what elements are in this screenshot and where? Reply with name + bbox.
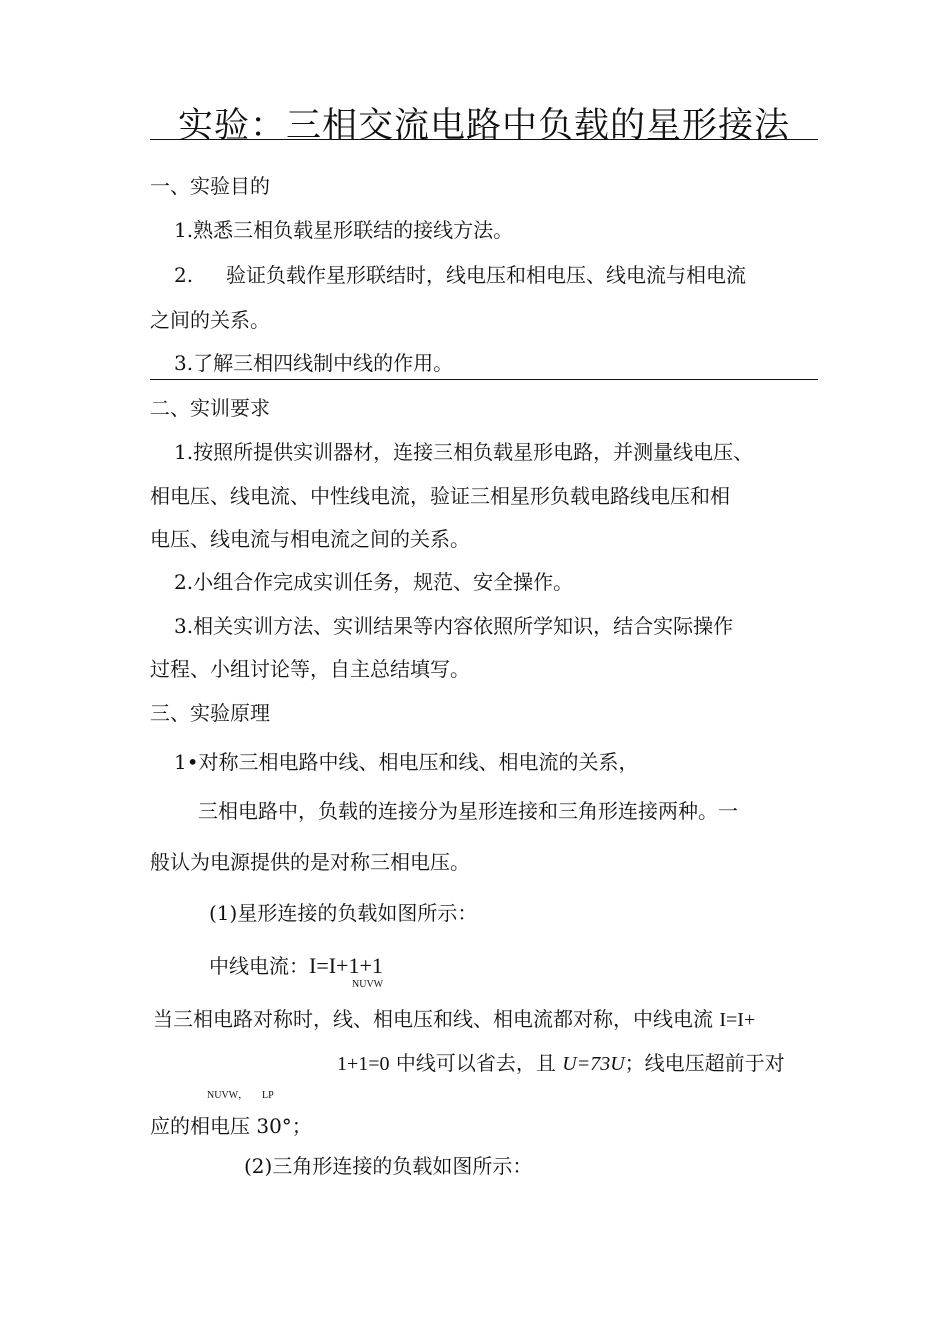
section-2-item-3-line-1: 3.相关实训方法、实训结果等内容依照所学知识，结合实际操作 bbox=[174, 614, 734, 638]
section-1-heading: 一、实验目的 bbox=[150, 174, 270, 198]
section-2-item-3-line-2: 过程、小组讨论等，自主总结填写。 bbox=[150, 657, 470, 681]
neutral-current-line bbox=[209, 955, 383, 977]
section-2-heading: 二、实训要求 bbox=[150, 396, 270, 420]
section-divider bbox=[150, 379, 818, 380]
delta-connection-label: (2)三角形连接的负载如图所示： bbox=[244, 1154, 533, 1178]
symmetric-subscripts-1: NUVW， bbox=[207, 1090, 249, 1101]
symmetric-condition-line-3: 应的相电压 30°； bbox=[150, 1114, 312, 1138]
principle-paragraph-line-2: 般认为电源提供的是对称三相电压。 bbox=[150, 850, 470, 874]
title-underline bbox=[150, 139, 818, 140]
symmetric-subscripts-2: LP bbox=[262, 1090, 274, 1101]
symmetric-condition-line-2 bbox=[337, 1053, 785, 1074]
section-1-item-3: 3.了解三相四线制中线的作用。 bbox=[174, 351, 454, 375]
section-1-item-2-continued: 之间的关系。 bbox=[150, 308, 270, 332]
section-2-item-1-line-1: 1.按照所提供实训器材，连接三相负载星形电路，并测量线电压、 bbox=[174, 440, 754, 464]
section-3-heading: 三、实验原理 bbox=[150, 701, 270, 725]
principle-paragraph-line-1: 三相电路中，负载的连接分为星形连接和三角形连接两种。一 bbox=[198, 799, 738, 823]
neutral-zero-formula: 1+1=0 bbox=[337, 1053, 390, 1075]
symmetric-condition-formula: I=I+ bbox=[719, 1009, 756, 1031]
neutral-omit-text: 中线可以省去，且 bbox=[389, 1051, 563, 1075]
section-1-item-2-text: 验证负载作星形联结时，线电压和相电压、线电流与相电流 bbox=[226, 263, 746, 287]
section-1-item-2-number: 2. bbox=[174, 263, 194, 287]
section-2-item-1-line-3: 电压、线电流与相电流之间的关系。 bbox=[150, 527, 470, 551]
voltage-relation-formula: U=73U bbox=[562, 1053, 625, 1075]
section-2-item-1-line-2: 相电压、线电流、中性线电流，验证三相星形负载电路线电压和相 bbox=[150, 484, 730, 508]
neutral-current-formula: I=I+1+1 bbox=[309, 953, 383, 978]
neutral-current-label: 中线电流： bbox=[209, 954, 309, 978]
symmetric-condition-line-1 bbox=[153, 1009, 755, 1030]
symmetric-condition-text: 当三相电路对称时，线、相电压和线、相电流都对称，中线电流 bbox=[153, 1007, 720, 1031]
section-3-item-1: 1•对称三相电路中线、相电压和线、相电流的关系， bbox=[174, 750, 639, 774]
neutral-formula-subscripts: NUVW bbox=[352, 979, 384, 990]
star-connection-label: (1)星形连接的负载如图所示： bbox=[209, 901, 478, 925]
section-2-item-2: 2.小组合作完成实训任务，规范、安全操作。 bbox=[174, 570, 574, 594]
section-1-item-1: 1.熟悉三相负载星形联结的接线方法。 bbox=[174, 218, 514, 242]
voltage-lead-text: ；线电压超前于对 bbox=[624, 1051, 785, 1075]
document-title: 实验：三相交流电路中负载的星形接法 bbox=[177, 106, 790, 146]
